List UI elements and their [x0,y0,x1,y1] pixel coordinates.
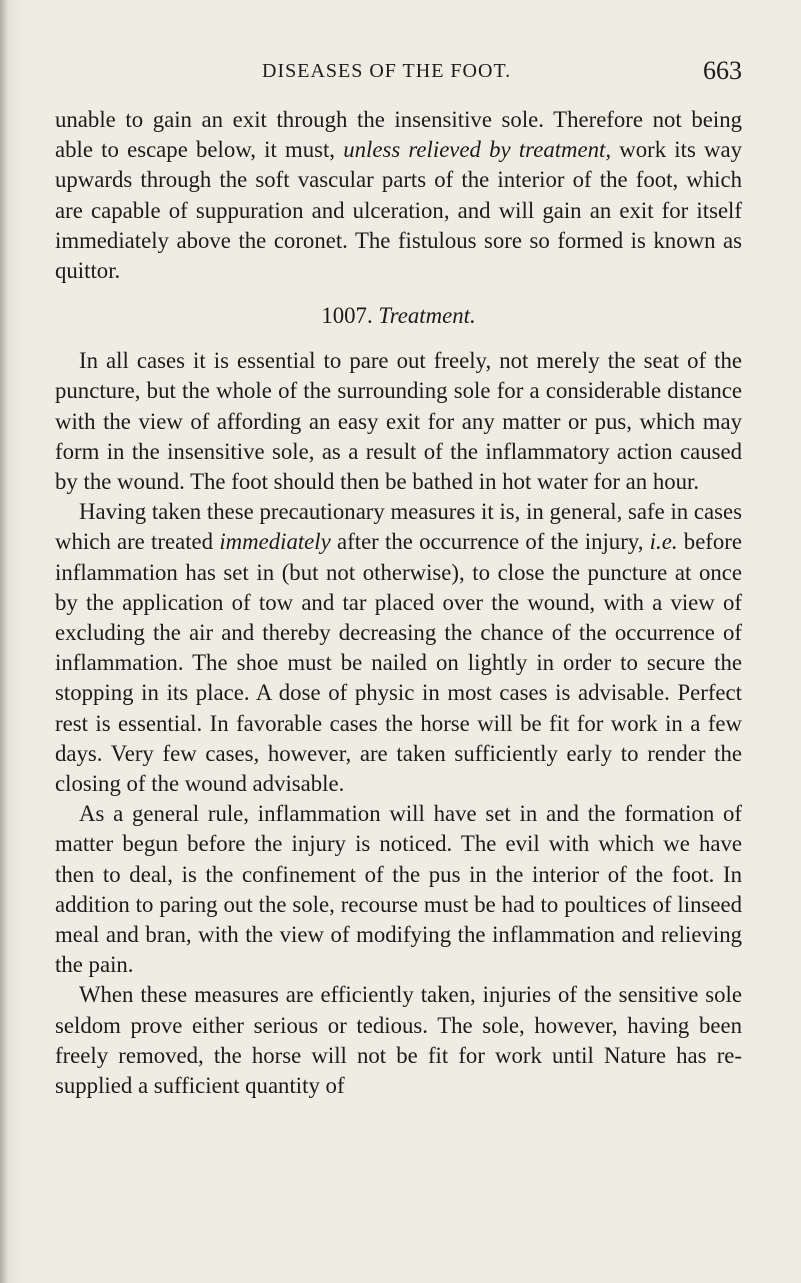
section-title: Treatment. [378,303,476,329]
emphasis-text: immediately [219,529,331,555]
paragraph-quittor [55,105,742,286]
section-number: 1007. [321,303,373,329]
page-number: 663 [703,56,742,85]
emphasis-text: unless relieved by treatment, [343,137,612,163]
page-header [262,56,742,90]
body-text [55,105,742,1101]
paragraph-text: before inflammation has set in (but not otherwise), to close the puncture at once by the application of tow and tar placed over the wound, with a view of excluding the air and thereby decreasing the chance of the occurrence of inflammation. The shoe must be nailed on lightly in order to secure the stopping in its place. A dose of physic in most cases is advisable. Perfect rest is essential. In favorable cases the horse will be fit for work in a few days. Very few cases, however, are taken sufficiently early to render the closing of the wound advisable. [55,529,743,797]
section-heading [55,301,742,331]
paragraph-paring: In all cases it is essential to pare out freely, not merely the seat of the puncture, but the whole of the surrounding sole for a considerable distance with the view of affording an easy exit for any matter or pus, which may form in the insensitive sole, as a result of the inflammatory action caused by the wound. The foot should then be bathed in hot water for an hour. [55,348,742,495]
paragraph-text: unable to gain an exit through the insensitive sole. Therefore not being able to escape below, it must, [55,107,742,163]
running-title: DISEASES OF THE FOOT. [262,60,512,82]
emphasis-text: i.e. [649,529,678,555]
paragraph-measures: When these measures are efficiently taken, injuries of the sensitive sole seldom prove either serious or tedious. The sole, however, having been freely removed, the horse will not be fit for work until Nature has re-supplied a sufficient quantity of [55,982,742,1099]
paragraph-text: work its way upwards through the soft vascular parts of the interior of the foot, which are capable of suppuration and ulceration, and will gain an exit for itself immediately above the coronet. The fistulous sore so formed is known as quittor. [55,137,742,284]
paragraph-general-rule: As a general rule, inflammation will have set in and the formation of matter begun before the injury is noticed. The evil with which we have then to deal, is the confinement of the pus in the interior of the foot. In addition to paring out the sole, recourse must be had to poultices of linseed meal and bran, with the view of modifying the inflammation and relieving the pain. [55,801,742,978]
paragraph-text: after the occurrence of the injury, [330,529,650,555]
paragraph-precautions [55,497,742,799]
paragraph-text: Having taken these precautionary measures it is, in general, safe in cases which are treated [55,499,742,555]
page-gutter-shadow [0,0,8,1283]
